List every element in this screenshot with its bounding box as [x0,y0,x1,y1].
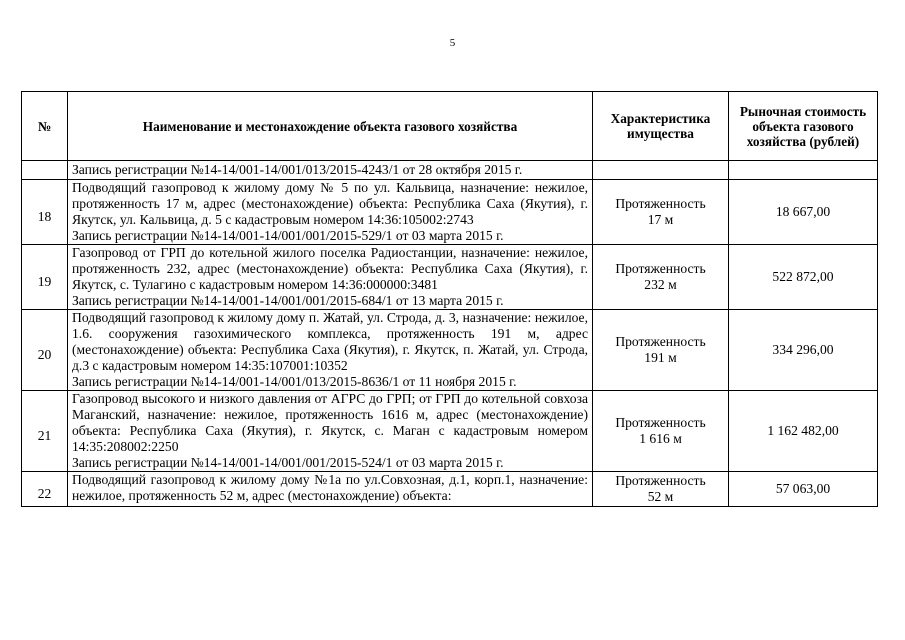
cell-value: 57 063,00 [729,472,878,507]
cell-value: 1 162 482,00 [729,391,878,472]
description-text: Подводящий газопровод к жилому дому п. Жатай, ул. Строда, д. 3, назначение: нежилое, 1.6. сооружения газохимического комплекса, протяженность 191 м, адрес (местонахождение) объекта: Республика Саха (Якутия), г. Якутск, п. Жатай, ул. Строда, д.3 с кадастровым номером 14:35:107001:10352 [72,310,588,373]
characteristic-value: 1 616 м [639,431,682,446]
cell-characteristic [593,391,729,472]
table-row [22,180,878,245]
characteristic-label: Протяженность [615,261,706,276]
cell-number: 18 [22,180,68,245]
cell-number: 19 [22,245,68,310]
cell-characteristic [593,245,729,310]
table-header-row [22,92,878,161]
cell-number: 20 [22,310,68,391]
registration-text: Запись регистрации №14-14/001-14/001/001/2015-524/1 от 03 марта 2015 г. [72,455,504,470]
description-text: Газопровод от ГРП до котельной жилого поселка Радиостанции, назначение: нежилое, протяженность 232, адрес (местонахождение) объекта: Республика Саха (Якутия), г. Якутск, с. Тулагино с кадастровым номером 14:36:000000:3481 [72,245,588,292]
characteristic-label: Протяженность [615,196,706,211]
cell-description [68,310,593,391]
cell-number: 22 [22,472,68,507]
description-text: Газопровод высокого и низкого давления от АГРС до ГРП; от ГРП до котельной совхоза Маганский, назначение: нежилое, протяженность 1616 м, адрес (местонахождение) объекта: Республика Саха (Якутия), г. Якутск, с. Маган с кадастровым номером 14:35:208002:2250 [72,391,588,454]
characteristic-value: 191 м [644,350,677,365]
header-number: № [22,92,68,161]
header-characteristic: Характеристика имущества [593,92,729,161]
registration-text: Запись регистрации №14-14/001-14/001/001/2015-529/1 от 03 марта 2015 г. [72,228,504,243]
table-row [22,245,878,310]
table-row [22,472,878,507]
cell-description [68,391,593,472]
characteristic-value: 232 м [644,277,677,292]
header-name: Наименование и местонахождение объекта газового хозяйства [68,92,593,161]
cell-characteristic [593,310,729,391]
description-text: Подводящий газопровод к жилому дому № 5 по ул. Кальвица, назначение: нежилое, протяженность 17 м, адрес (местонахождение) объекта: Республика Саха (Якутия), г. Якутск, ул. Кальвица, д. 5 с кадастровым номером 14:36:105002:2743 [72,180,588,227]
cell-description [68,472,593,507]
table-row [22,310,878,391]
gas-facilities-table [21,91,878,507]
table-row [22,391,878,472]
registration-text: Запись регистрации №14-14/001-14/001/001/2015-684/1 от 13 марта 2015 г. [72,293,504,308]
cell-value [729,161,878,180]
cell-characteristic [593,180,729,245]
cell-description [68,180,593,245]
cell-value: 334 296,00 [729,310,878,391]
table-row-continuation [22,161,878,180]
characteristic-label: Протяженность [615,334,706,349]
cell-characteristic [593,161,729,180]
characteristic-label: Протяженность [615,415,706,430]
cell-number: 21 [22,391,68,472]
characteristic-value: 52 м [647,489,674,504]
page-number: 5 [449,37,456,49]
cell-value: 18 667,00 [729,180,878,245]
characteristic-value: 17 м [647,212,674,227]
cell-characteristic [593,472,729,507]
registration-text: Запись регистрации №14-14/001-14/001/013/2015-8636/1 от 11 ноября 2015 г. [72,374,517,389]
characteristic-label: Протяженность [615,473,706,488]
header-value: Рыночная стоимость объекта газового хозяйства (рублей) [729,92,878,161]
cell-registration: Запись регистрации №14-14/001-14/001/013/2015-4243/1 от 28 октября 2015 г. [68,161,593,180]
cell-value: 522 872,00 [729,245,878,310]
cell-description [68,245,593,310]
description-text: Подводящий газопровод к жилому дому №1а по ул.Совхозная, д.1, корп.1, назначение: нежилое, протяженность 52 м, адрес (местонахождение) объекта: [72,472,588,503]
cell-number [22,161,68,180]
